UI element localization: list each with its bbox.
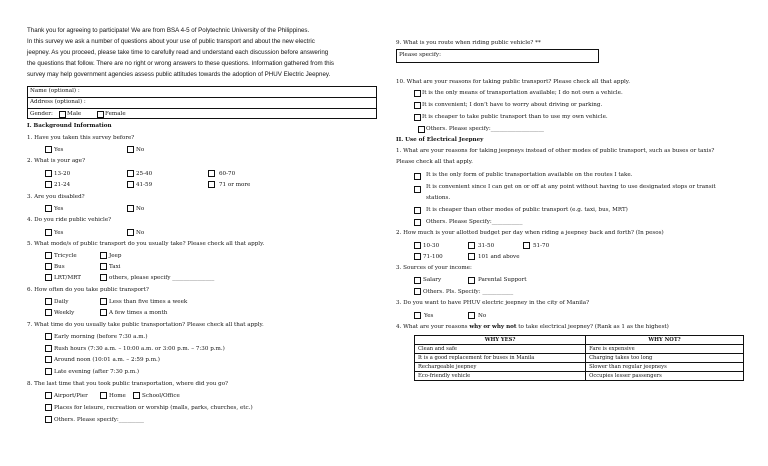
q5-label: 5. What mode/s of public transport do you usually take? Please check all that apply.: [27, 241, 265, 247]
female-checkbox[interactable]: [97, 111, 104, 118]
freq-few-times-label: A few times a month: [109, 310, 168, 316]
intro-line-4: the questions that follow. There are no right or wrong answers to these questions. Information gathered from this: [27, 60, 335, 67]
jreason-only-form-label: It is the only form of public transportation available on the routes I take.: [426, 172, 633, 178]
q4-yes-label: Yes: [54, 230, 64, 236]
address-field[interactable]: Address (optional) :: [30, 99, 86, 105]
income-salary-label: Salary: [423, 277, 442, 283]
budget-71-100-label: 71-100: [423, 254, 443, 260]
jreason-only-form-checkbox[interactable]: [414, 173, 421, 180]
table-row: [415, 354, 744, 363]
time-late-checkbox[interactable]: [45, 368, 52, 375]
mode-tricycle-label: Tricycle: [54, 253, 77, 259]
income-others-checkbox[interactable]: [414, 288, 421, 295]
want-no-label: No: [478, 313, 487, 319]
age-60-70-label: 60-70: [219, 171, 236, 177]
q1-yes-checkbox[interactable]: [45, 146, 52, 153]
budget-10-30-label: 10-30: [423, 243, 440, 249]
freq-daily-checkbox[interactable]: [45, 298, 52, 305]
budget-51-70-checkbox[interactable]: [523, 242, 530, 249]
section-1-heading: I. Background Information: [27, 123, 112, 129]
no-reason-cell[interactable]: Slower than regular jeepneys: [586, 363, 744, 372]
no-reason-cell[interactable]: Occupies lesser passengers: [586, 372, 744, 381]
budget-31-50-label: 31-50: [478, 243, 495, 249]
q4-label: 4. Do you ride public vehicle?: [27, 217, 112, 223]
place-others-checkbox[interactable]: [45, 416, 52, 423]
yes-reason-cell[interactable]: Clean and safe: [415, 345, 586, 354]
freq-daily-label: Daily: [54, 299, 69, 305]
age-71-plus-label: 71 or more: [219, 182, 251, 188]
reason-others-checkbox[interactable]: [418, 126, 425, 133]
yes-reason-cell[interactable]: It is a good replacement for buses in Manila: [415, 354, 586, 363]
mode-others-checkbox[interactable]: [100, 274, 107, 281]
female-label: Female: [105, 111, 126, 117]
age-60-70-checkbox[interactable]: [208, 170, 215, 177]
route-input-box[interactable]: [396, 49, 599, 63]
q9-label: 9. What is you route when riding public vehicle? **: [396, 40, 541, 46]
reason-convenient-checkbox[interactable]: [414, 102, 421, 109]
freq-weekly-label: Weekly: [54, 310, 75, 316]
mode-bus-label: Bus: [54, 264, 65, 270]
q7-label: 7. What time do you usually take public transportation? Please check all that apply.: [27, 322, 264, 328]
e3-want-label: 3. Do you want to have PHUV electric jeepney in the city of Manila?: [396, 300, 590, 306]
want-yes-label: Yes: [424, 313, 434, 319]
table-row: [415, 363, 744, 372]
reason-only-means-checkbox[interactable]: [414, 90, 421, 97]
jreason-cheaper-label: It is cheaper than other modes of public transport (e.g. taxi, bus, MRT): [426, 207, 628, 213]
section-2-heading: II. Use of Electrical Jeepney: [396, 137, 484, 143]
q4-no-checkbox[interactable]: [127, 229, 134, 236]
mode-jeep-checkbox[interactable]: [100, 252, 107, 259]
budget-71-100-checkbox[interactable]: [414, 253, 421, 260]
q4-no-label: No: [136, 230, 145, 236]
mode-others-label: others, please specify _______________: [109, 275, 215, 281]
freq-less-than-five-label: Less than five times a week: [109, 299, 188, 305]
age-21-24-checkbox[interactable]: [45, 181, 52, 188]
mode-lrt-checkbox[interactable]: [45, 274, 52, 281]
route-specify-label: Please specify:: [399, 52, 441, 58]
want-no-checkbox[interactable]: [468, 312, 475, 319]
budget-10-30-checkbox[interactable]: [414, 242, 421, 249]
table-header-row: [415, 336, 744, 345]
male-label: Male: [67, 111, 82, 117]
time-noon-checkbox[interactable]: [45, 356, 52, 363]
time-noon-label: Around noon (10:01 a.m. – 2:59 p.m.): [54, 357, 160, 363]
q3-no-label: No: [136, 206, 145, 212]
q2-label: 2. What is your age?: [27, 158, 86, 164]
freq-weekly-checkbox[interactable]: [45, 309, 52, 316]
e3-label: 3. Sources of your income:: [396, 265, 472, 271]
intro-line-3: jeepney. As you proceed, please take time to carefully read and understand each discussion before answering: [27, 49, 329, 56]
q1-no-checkbox[interactable]: [127, 146, 134, 153]
no-reason-cell[interactable]: Fare is expensive: [586, 345, 744, 354]
age-25-40-label: 25-40: [136, 171, 153, 177]
place-leisure-checkbox[interactable]: [45, 404, 52, 411]
no-reason-cell[interactable]: Charging takes too long: [586, 354, 744, 363]
mode-bus-checkbox[interactable]: [45, 263, 52, 270]
time-late-label: Late evening (after 7:30 p.m.): [54, 369, 140, 375]
want-yes-checkbox[interactable]: [414, 312, 421, 319]
header-why-not: WHY NOT?: [586, 336, 744, 345]
table-row: [415, 372, 744, 381]
freq-few-times-checkbox[interactable]: [100, 309, 107, 316]
mode-taxi-checkbox[interactable]: [100, 263, 107, 270]
time-rush-checkbox[interactable]: [45, 345, 52, 352]
mode-lrt-label: LRT/MRT: [54, 275, 82, 281]
time-early-checkbox[interactable]: [45, 333, 52, 340]
q1-yes-label: Yes: [54, 147, 64, 153]
jreason-others-checkbox[interactable]: [414, 219, 421, 226]
q3-label: 3. Are you disabled?: [27, 194, 85, 200]
e4-label-bold: why or why not: [469, 324, 517, 330]
jreason-convenient-label-cont: stations.: [426, 195, 451, 201]
budget-31-50-checkbox[interactable]: [468, 242, 475, 249]
e1-instruction: Please check all that apply.: [396, 159, 473, 165]
place-airport-label: Airport/Pier: [54, 393, 88, 399]
freq-less-than-five-checkbox[interactable]: [100, 298, 107, 305]
age-13-20-checkbox[interactable]: [45, 170, 52, 177]
reason-convenient-label: It is convenient; I don’t have to worry about driving or parking.: [422, 102, 603, 108]
place-school-checkbox[interactable]: [133, 392, 140, 399]
place-leisure-label: Places for leisure, recreation or worship (malls, parks, churches, etc.): [54, 405, 253, 411]
reason-only-means-label: It is the only means of transportation available; I do not own a vehicle.: [422, 90, 623, 96]
age-13-20-label: 13-20: [54, 171, 71, 177]
age-25-40-checkbox[interactable]: [127, 170, 134, 177]
age-41-59-checkbox[interactable]: [127, 181, 134, 188]
age-71-plus-checkbox[interactable]: [208, 181, 215, 188]
budget-51-70-label: 51-70: [533, 243, 550, 249]
q1-label: 1. Have you taken this survey before?: [27, 135, 135, 141]
age-41-59-label: 41-59: [136, 182, 153, 188]
e4-label: [396, 323, 669, 331]
intro-line-2: In this survey we ask a number of questions about your use of public transport and about the new electric: [27, 38, 315, 45]
income-parental-checkbox[interactable]: [468, 277, 475, 284]
q10-label: 10. What are your reasons for taking public transport? Please check all that apply.: [396, 79, 631, 85]
reason-cheaper-label: It is cheaper to take public transport than to use my own vehicle.: [422, 114, 608, 120]
place-airport-checkbox[interactable]: [45, 392, 52, 399]
reasons-table: [414, 335, 744, 381]
reason-others-label: Others. Please specify:___________________: [426, 126, 544, 132]
income-others-label: Others. Pls. Specify: ___________: [423, 289, 514, 295]
q8-label: 8. The last time that you took public transportation, where did you go?: [27, 381, 229, 387]
intro-line-1: Thank you for agreeing to participate! We are from BSA 4-5 of Polytechnic University of the Philippines.: [27, 27, 310, 34]
jreason-convenient-label: It is convenient since I can get on or off at any point without having to use designated stops or transit: [426, 184, 716, 190]
place-school-label: School/Office: [142, 393, 180, 399]
e2-label: 2. How much is your allotted budget per day when riding a jeepney back and forth? (In pesos): [396, 230, 664, 236]
q3-yes-label: Yes: [54, 206, 64, 212]
e4-label-pre: 4. What are your reasons: [396, 324, 470, 330]
table-row: [415, 345, 744, 354]
time-early-label: Early morning (before 7:30 a.m.): [54, 334, 148, 340]
q3-yes-checkbox[interactable]: [45, 205, 52, 212]
reason-cheaper-checkbox[interactable]: [414, 114, 421, 121]
gender-label: Gender:: [30, 111, 53, 117]
male-checkbox[interactable]: [59, 111, 66, 118]
e4-label-post: to take electrical jeepney? (Rank as 1 as the highest): [516, 324, 669, 330]
q4-yes-checkbox[interactable]: [45, 229, 52, 236]
income-salary-checkbox[interactable]: [414, 277, 421, 284]
yes-reason-cell[interactable]: Rechargeable jeepney: [415, 363, 586, 372]
place-home-label: Home: [109, 393, 126, 399]
age-21-24-label: 21-24: [54, 182, 71, 188]
jreason-cheaper-checkbox[interactable]: [414, 207, 421, 214]
mode-jeep-label: Jeep: [109, 253, 122, 259]
place-home-checkbox[interactable]: [100, 392, 107, 399]
mode-tricycle-checkbox[interactable]: [45, 252, 52, 259]
header-why-yes: WHY YES?: [415, 336, 586, 345]
budget-101-plus-label: 101 and above: [478, 254, 520, 260]
jreason-others-label: Others. Please Specify:___________: [426, 219, 523, 225]
budget-101-plus-checkbox[interactable]: [468, 253, 475, 260]
e1-label: 1. What are your reasons for taking jeepneys instead of other modes of public transport, such as buses or taxis?: [396, 148, 715, 154]
income-parental-label: Parental Support: [478, 277, 527, 283]
jreason-convenient-checkbox[interactable]: [414, 186, 421, 193]
yes-reason-cell[interactable]: Eco-friendly vehicle: [415, 372, 586, 381]
time-rush-label: Rush hours (7:30 a.m. – 10:00 a.m. or 3:00 p.m. – 7:30 p.m.): [54, 346, 225, 352]
q3-no-checkbox[interactable]: [127, 205, 134, 212]
place-others-label: Others. Please specify:_________: [54, 417, 144, 423]
q1-no-label: No: [136, 147, 145, 153]
name-field[interactable]: Name (optional) :: [30, 88, 80, 94]
q6-label: 6. How often do you take public transport?: [27, 287, 149, 293]
intro-line-5: survey may help government agencies assess public attitudes towards the adoption of PHUV Electric Jeepney.: [27, 71, 331, 78]
mode-taxi-label: Taxi: [109, 264, 121, 270]
